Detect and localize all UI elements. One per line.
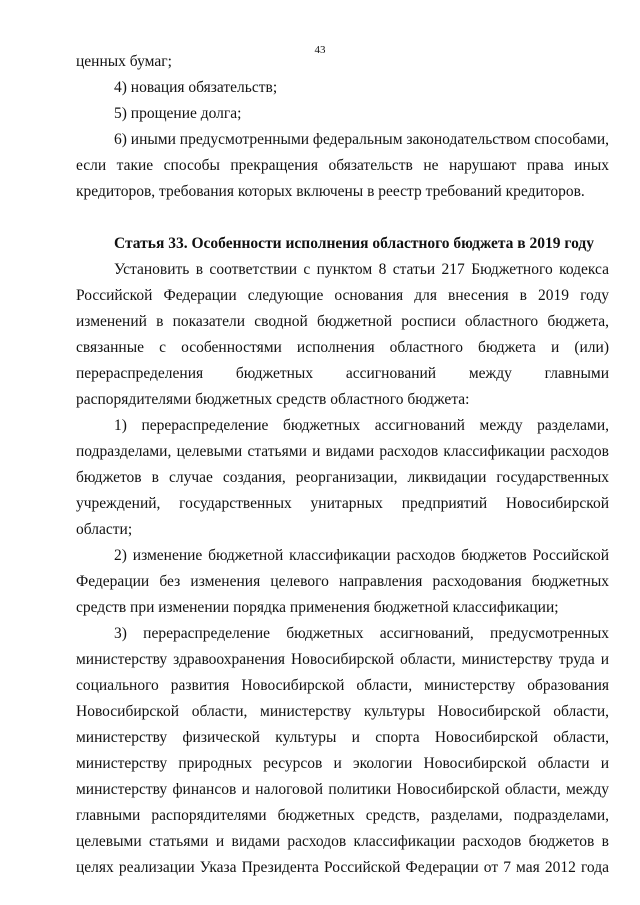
article-item-1: 1) перераспределение бюджетных ассигнований между разделами, подразделами, целевыми статьями и видами расходов классификации расходов бюджетов в случае создания, реорганизации, ликвидации государственных учреждений, государственных унитарных предприятий Новосибирской области; [76,417,609,538]
page-number: 43 [314,44,326,56]
article-item-3: 3) перераспределение бюджетных ассигнований, предусмотренных министерству здравоохранения Новосибирской области, министерству труда и социального развития Новосибирской области, министерству образования Новосибирской области, министерству культуры Новосибирской области, министерству физической культуры и спорта Новосибирской области, министерству природных ресурсов и экологии Новосибирской области и министерству финансов и налоговой политики Новосибирской области, между главными распорядителями бюджетных средств, разделами, подразделами, целевыми статьями и видами расходов классификации расходов бюджетов в целях реализации Указа Президента Российской Федерации от 7 мая 2012 года [76,625,609,876]
article-heading: Статья 33. Особенности исполнения областного бюджета в 2019 году [114,235,594,252]
paragraph-debt-forgiveness: 5) прощение долга; [114,105,242,122]
document-body [76,49,609,881]
article-intro-paragraph: Установить в соответствии с пунктом 8 статьи 217 Бюджетного кодекса Российской Федерации следующие основания для внесения в 2019 году изменений в показатели сводной бюджетной росписи областного бюджета, связанные с особенностями исполнения областного бюджета и (или) перераспределения бюджетных ассигнований между главными распорядителями бюджетных средств областного бюджета: [76,261,609,408]
paragraph-novation: 4) новация обязательств; [114,79,278,96]
article-item-2: 2) изменение бюджетной классификации расходов бюджетов Российской Федерации без изменения целевого направления расходования бюджетных средств при изменении порядка применения бюджетной классификации; [76,547,609,616]
paragraph-other-methods: 6) иными предусмотренными федеральным законодательством способами, если такие способы прекращения обязательств не нарушают права иных кредиторов, требования которых включены в реестр требований кредиторов. [76,131,609,200]
paragraph-securities-end: ценных бумаг; [76,53,172,70]
